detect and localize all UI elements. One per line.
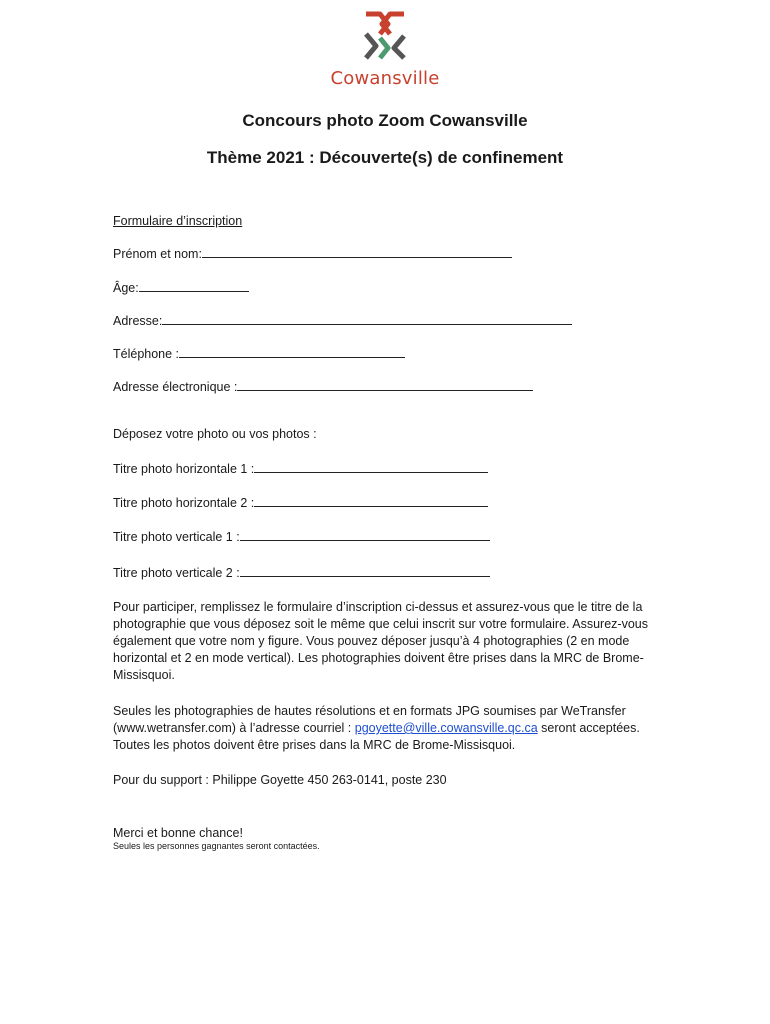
email-blank[interactable] xyxy=(237,378,533,391)
submission-text-after: seront acceptées. Toutes les photos doivent être prises dans la MRC de Brome-Missisquoi. xyxy=(113,721,640,752)
age-label: Âge: xyxy=(113,281,139,295)
photo-vertical-2-field[interactable] xyxy=(113,564,490,582)
photo-horizontal-1-label: Titre photo horizontale 1 : xyxy=(113,462,255,476)
email-field[interactable] xyxy=(113,378,533,396)
address-label: Adresse: xyxy=(113,314,163,328)
cowansville-logo-icon xyxy=(358,10,412,62)
photo-horizontal-2-field[interactable] xyxy=(113,494,488,512)
photo-horizontal-1-field[interactable] xyxy=(113,460,488,478)
cowansville-logo xyxy=(328,10,442,90)
age-blank[interactable] xyxy=(139,279,249,292)
email-label: Adresse électronique : xyxy=(113,380,238,394)
form-heading xyxy=(113,213,242,230)
photo-vertical-2-blank[interactable] xyxy=(240,564,490,577)
photo-horizontal-2-blank[interactable] xyxy=(254,494,488,507)
submission-text-before: Seules les photographies de hautes résolutions et en formats JPG soumises par WeTransfer (www.wetransfer.com) à l’adresse courriel : xyxy=(113,704,626,735)
phone-field[interactable] xyxy=(113,345,405,363)
page-subtitle: Thème 2021 : Découverte(s) de confinement xyxy=(206,148,564,167)
name-label: Prénom et nom: xyxy=(113,247,202,261)
address-field[interactable] xyxy=(113,312,572,330)
submission-paragraph xyxy=(113,703,661,754)
form-heading-text: Formulaire d’inscription xyxy=(113,214,243,228)
name-field[interactable] xyxy=(113,245,512,263)
winners-note: Seules les personnes gagnantes seront contactées. xyxy=(113,841,320,851)
instructions-paragraph: Pour participer, remplissez le formulaire d’inscription ci-dessus et assurez-vous que le titre de la photographie que vous déposez soit le même que celui inscrit sur votre formulaire. Assurez-vous également que votre nom y figure. Vous pouvez déposer jusqu’à 4 photographies (2 en mode horizontal et 2 en mode vertical). Les photographies doivent être prises dans la MRC de Brome-Missisquoi. xyxy=(113,600,648,682)
photo-vertical-1-blank[interactable] xyxy=(240,528,490,541)
logo-text: Cowansville xyxy=(330,68,440,89)
page-title: Concours photo Zoom Cowansville xyxy=(242,111,528,130)
phone-label: Téléphone : xyxy=(113,347,180,361)
photo-vertical-1-label: Titre photo verticale 1 : xyxy=(113,530,240,544)
name-blank[interactable] xyxy=(202,245,512,258)
photos-heading: Déposez votre photo ou vos photos : xyxy=(113,427,317,441)
email-link[interactable]: pgoyette@ville.cowansville.qc.ca xyxy=(354,721,538,735)
photo-horizontal-2-label: Titre photo horizontale 2 : xyxy=(113,496,255,510)
support-line: Pour du support : Philippe Goyette 450 263-0141, poste 230 xyxy=(113,773,447,787)
photo-vertical-1-field[interactable] xyxy=(113,528,490,546)
age-field[interactable] xyxy=(113,279,249,297)
address-blank[interactable] xyxy=(162,312,572,325)
photo-vertical-2-label: Titre photo verticale 2 : xyxy=(113,566,240,580)
thanks-line: Merci et bonne chance! xyxy=(113,826,243,840)
photo-horizontal-1-blank[interactable] xyxy=(254,460,488,473)
phone-blank[interactable] xyxy=(179,345,405,358)
